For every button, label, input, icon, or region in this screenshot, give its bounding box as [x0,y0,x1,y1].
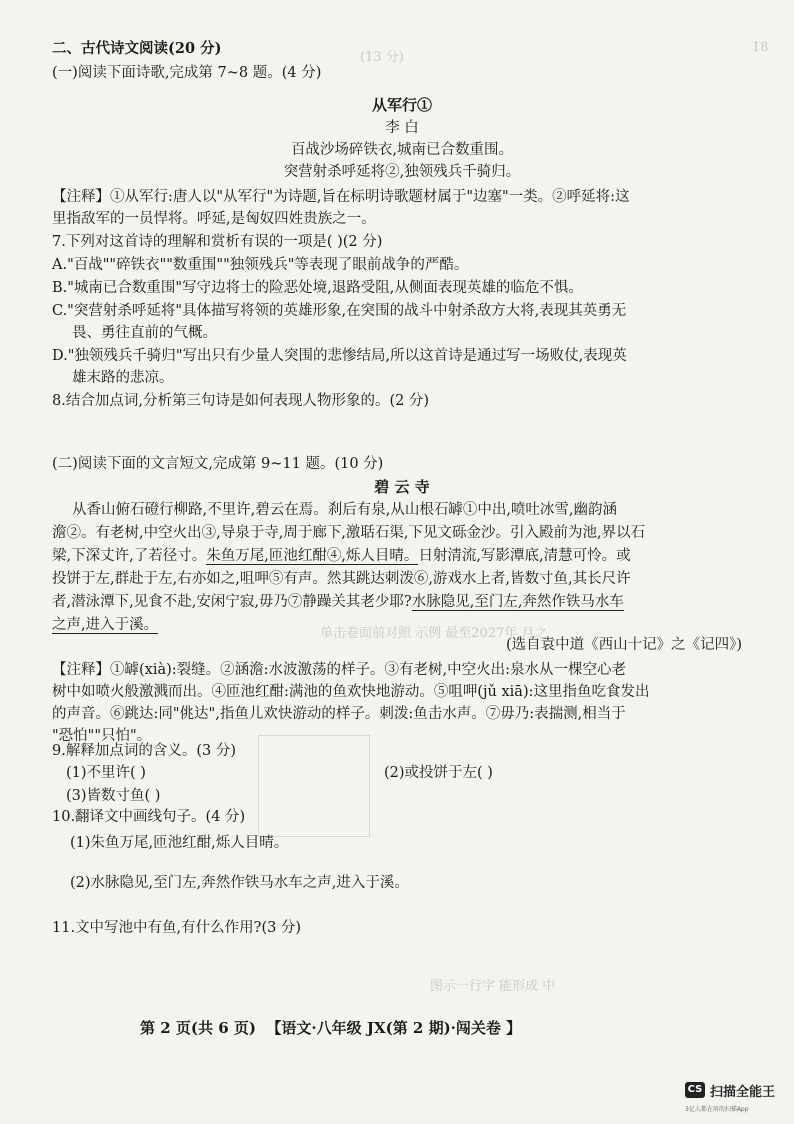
q9-item-1: (1)不里许( ) [66,765,146,781]
page-footer [140,1017,521,1038]
q7-option-d-cont: 雄末路的悲凉。 [72,370,174,386]
q9-item-3: (3)皆数寸鱼( ) [66,788,161,804]
passage-note: 树中如喷火般激溅而出。④匝池红酣:满池的鱼欢快地游动。⑤咀呷(jǔ xiā):这里指鱼吃食发出 [52,684,650,700]
part2-intro: (二)阅读下面的文言短文,完成第 9~11 题。(10 分) [52,456,384,472]
q8-stem: 8.结合加点词,分析第三句诗是如何表现人物形象的。(2 分) [52,393,430,409]
poem-note: 【注释】①从军行:唐人以"从军行"为诗题,旨在标明诗歌题材属于"边塞"一类。②呼延将:这 [52,189,630,205]
poem-author: 李 白 [385,120,419,136]
q7-option-a: A."百战""碎铁衣""数重围""独领残兵"等表现了眼前战争的严酷。 [52,257,469,273]
passage-line [52,591,752,613]
q10-stem: 10.翻译文中画线句子。(4 分) [52,809,246,825]
passage-text: 者,潜泳潭下,见食不赴,安闲宁寂,毋乃⑦静躁关其老少耶? [52,594,412,610]
poem-line: 百战沙场碎铁衣,城南已合数重围。 [290,142,514,158]
passage-line [52,545,752,567]
passage-line: 从香山俯石磴行柳路,不里许,碧云在焉。刹后有泉,从山根石罅①中出,喷吐冰雪,幽韵涵 [72,502,618,518]
passage-text: 日射清流,写影潭底,清慧可怜。或 [418,548,631,564]
poem-line: 突营射杀呼延将②,独领残兵千骑归。 [283,164,521,180]
q10-sentence-2: (2)水脉隐见,至门左,奔然作铁马水车之声,进入于溪。 [70,875,409,891]
passage-note: 的声音。⑥跳达:同"佻达",指鱼儿欢快游动的样子。刺泼:鱼击水声。⑦毋乃:表揣测,相当于 [52,706,626,722]
q9-item-2: (2)或投饼于左( ) [384,765,493,781]
q9-stem: 9.解释加点词的含义。(3 分) [52,743,236,759]
camscanner-logo-icon: CS [685,1082,705,1098]
watermark-brand: 扫描全能王 [710,1085,776,1100]
q7-stem: 7.下列对这首诗的理解和赏析有误的一项是( )(2 分) [52,234,383,250]
bleed-text: 18 [752,40,769,55]
poem-note: 里指敌军的一员悍将。呼延,是匈奴四姓贵族之一。 [52,211,376,227]
passage-line [52,614,752,636]
passage-line: 澹②。有老树,中空火出③,导泉于寺,周于廊下,激聒石渠,下见文砾金沙。引入殿前为池,界以石 [52,525,646,541]
q11-stem: 11.文中写池中有鱼,有什么作用?(3 分) [52,920,302,936]
passage-title: 碧 云 寺 [374,478,430,496]
bleed-text: 图示一行字 能形成 中 [430,979,556,994]
underlined-sentence-1: 朱鱼万尾,匝池红酣④,烁人目晴。 [206,548,419,564]
poem-title: 从军行① [371,96,432,114]
q7-option-b: B."城南已合数重围"写守边将士的险恶处境,退路受阻,从侧面表现英雄的临危不惧。 [52,280,583,296]
bleed-text: 单击卷面前对照 示例 最至2027年,月之 [320,626,548,641]
q7-option-d: D."独领残兵千骑归"写出只有少量人突围的悲惨结局,所以这首诗是通过写一场败仗,表现英 [52,348,627,364]
section-heading: 二、古代诗文阅读(20 分) [52,40,222,57]
passage-line: 投饼于左,群赴于左,右亦如之,咀呷⑤有声。然其跳达刺泼⑥,游戏水上者,皆数寸鱼,其长尺许 [52,571,631,587]
watermark-tagline: 3亿人都在用的扫描App [685,1106,749,1113]
bleed-text: (13 分) [360,50,404,65]
underlined-sentence-2-cont: 之声,进入于溪。 [52,617,159,633]
series-label: 【语文·八年级 JX(第 2 期)·闯关卷 】 [266,1019,522,1037]
q10-sentence-1: (1)朱鱼万尾,匝池红酣,烁人目晴。 [70,835,289,851]
scanner-watermark [683,1080,791,1120]
q7-option-c: C."突营射杀呼延将"具体描写将领的英雄形象,在突围的战斗中射杀敌方大将,表现其英勇无 [52,303,627,319]
part1-intro: (一)阅读下面诗歌,完成第 7~8 题。(4 分) [52,65,322,81]
q7-option-c-cont: 畏、勇往直前的气概。 [72,325,217,341]
passage-text: 梁,下深丈许,了若径寸。 [52,548,207,564]
passage-note: 【注释】①罅(xià):裂缝。②涵澹:水波激荡的样子。③有老树,中空火出:泉水从一棵空心老 [52,662,627,678]
underlined-sentence-2: 水脉隐见,至门左,奔然作铁马水车 [411,594,624,610]
passage-note: "恐怕""只怕"。 [52,728,152,744]
page-number: 第 2 页(共 6 页) [140,1019,256,1037]
passage-source: (选自袁中道《西山十记》之《记四》) [505,637,742,653]
